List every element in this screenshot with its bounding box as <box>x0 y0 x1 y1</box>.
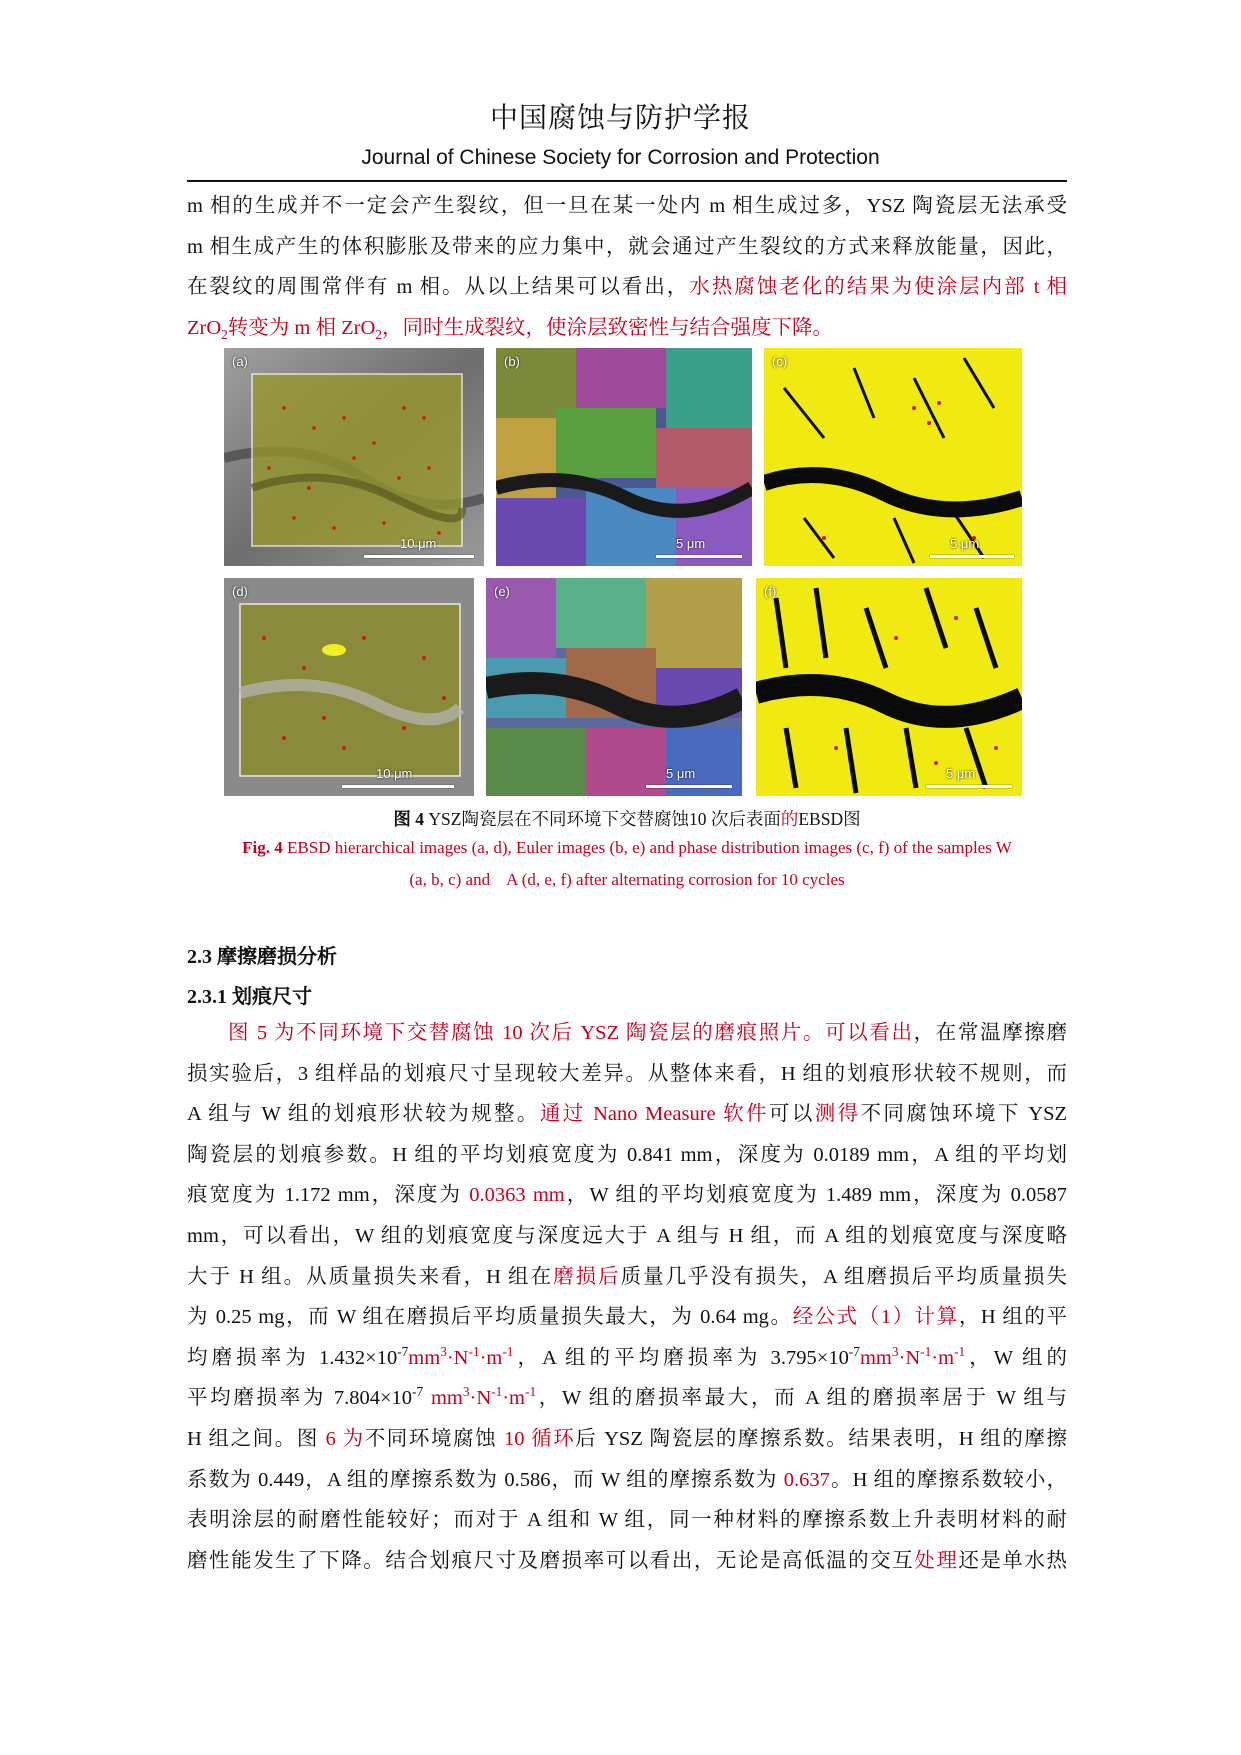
text-run: ，W 组的磨损率最大，而 A 组的磨损率居于 W 组与 <box>536 1387 1068 1410</box>
subscript: 2 <box>375 326 382 342</box>
unit-part: ·N <box>898 1346 921 1369</box>
unit-part: ·m <box>502 1387 526 1410</box>
paragraph-intro <box>187 186 1067 348</box>
unit <box>408 1343 514 1369</box>
paragraph-scratch-size <box>187 1013 1067 1581</box>
caption-text: EBSD hierarchical images (a, d), Euler images (b, e) and phase distribution images (c, f) of the samples W <box>282 838 1012 857</box>
text-run: ，在常温摩擦磨 <box>913 1022 1068 1044</box>
scale-bar <box>646 785 732 788</box>
highlighted-text: 6 为 <box>325 1427 365 1450</box>
text-run: 均磨损率为 1.432×10 <box>187 1346 398 1369</box>
header-divider <box>187 180 1067 182</box>
text-line <box>187 1338 1067 1379</box>
ebsd-panel-c <box>764 348 1022 566</box>
text-run: A 组与 W 组的划痕形状较为规整。 <box>187 1103 540 1126</box>
ebsd-panel-e <box>486 578 742 796</box>
text-line <box>187 1419 1067 1460</box>
text-run: 质量几乎没有损失，A 组磨损后平均质量损失 <box>620 1265 1067 1288</box>
highlighted-text: 磨损后 <box>553 1265 621 1288</box>
scale-label: 5 μm <box>950 536 980 551</box>
unit-part: ·N <box>446 1346 469 1369</box>
superscript: -1 <box>491 1384 503 1400</box>
highlighted-text: 水热腐蚀老化的结果为使涂层内部 t 相 <box>689 276 1067 299</box>
text-run: 不同腐蚀环境下 YSZ <box>860 1103 1068 1126</box>
unit-part: ·m <box>479 1346 503 1369</box>
figure-caption-cn <box>187 806 1067 831</box>
scale-label: 5 μm <box>666 766 696 781</box>
text-run: 在裂纹的周围常伴有 m 相。从以上结果可以看出， <box>187 276 690 299</box>
text-line <box>187 1297 1067 1338</box>
unit <box>430 1384 537 1410</box>
ebsd-panel-f <box>756 578 1022 796</box>
unit-part: mm <box>408 1346 441 1369</box>
text-line <box>187 1175 1067 1216</box>
micrograph-image <box>224 348 484 566</box>
text-run: 痕宽度为 1.172 mm，深度为 <box>187 1184 470 1207</box>
scale-bar <box>930 555 1014 558</box>
text-line <box>187 1094 1067 1135</box>
text-line: m 相的生成并不一定会产生裂纹，但一旦在某一处内 m 相生成过多，YSZ 陶瓷层无法承受 <box>187 195 1067 217</box>
text-run: 大于 H 组。从质量损失来看，H 组在 <box>187 1265 554 1288</box>
text-line: 陶瓷层的划痕参数。H 组的平均划痕宽度为 0.841 mm，深度为 0.0189 mm，A 组的平均划 <box>187 1143 1067 1166</box>
superscript: 3 <box>440 1343 447 1359</box>
panel-label: (a) <box>232 354 248 369</box>
phase-map-image <box>756 578 1022 796</box>
highlighted-text: 测得 <box>814 1103 861 1126</box>
text-run: 系数为 0.449，A 组的摩擦系数为 0.586，而 W 组的摩擦系数为 <box>187 1468 784 1491</box>
text-line: m 相生成产生的体积膨胀及带来的应力集中，就会通过产生裂纹的方式来释放能量，因此， <box>187 235 1067 258</box>
text-run: 为 0.25 mg，而 W 组在磨损后平均质量损失最大，为 0.64 mg。 <box>187 1306 793 1329</box>
section-heading <box>187 940 337 969</box>
highlighted-text: 经公式（1）计算 <box>792 1306 959 1329</box>
caption-text: YSZ陶瓷层在不同环境下交替腐蚀10 次后表面 <box>424 809 781 829</box>
unit-part: mm <box>859 1346 892 1369</box>
journal-title-cn: 中国腐蚀与防护学报 <box>489 101 751 134</box>
text-run: 平均磨损率为 7.804×10 <box>187 1387 413 1410</box>
highlighted-text: 10 循环 <box>503 1427 576 1450</box>
subsection-heading <box>187 980 312 1009</box>
ebsd-panel-b <box>496 348 752 566</box>
caption-text: EBSD图 <box>798 809 861 829</box>
text-run: 磨性能发生了下降。结合划痕尺寸及磨损率可以看出，无论是高低温的交互 <box>187 1549 915 1572</box>
figure-number: Fig. 4 <box>242 838 283 857</box>
panel-label: (f) <box>764 584 777 599</box>
unit-part: mm <box>430 1387 463 1410</box>
subsection-number: 2.3.1 <box>187 986 227 1008</box>
scale-label: 10 μm <box>376 766 413 781</box>
figure-caption-en <box>187 838 1067 858</box>
text-run: ，A 组的平均磨损率为 3.795×10 <box>513 1346 849 1369</box>
superscript: -1 <box>525 1384 537 1400</box>
highlighted-text: 0.0363 mm <box>469 1184 565 1207</box>
micrograph-image <box>224 578 474 796</box>
text-run: 还是单水热 <box>958 1549 1068 1572</box>
text-run: ，H 组的平 <box>958 1306 1067 1329</box>
section-number: 2.3 <box>187 946 212 968</box>
text-run: ，W 组的平均划痕宽度为 1.489 mm，深度为 0.0587 <box>564 1184 1067 1207</box>
text-run: 。H 组的摩擦系数较小， <box>829 1468 1067 1491</box>
ebsd-panel-a <box>224 348 484 566</box>
subsection-title: 划痕尺寸 <box>232 984 312 1008</box>
journal-title-en: Journal of Chinese Society for Corrosion and Protection <box>361 146 880 169</box>
scale-bar <box>364 555 474 558</box>
scale-bar <box>342 785 454 788</box>
euler-map-image <box>486 578 742 796</box>
text-run: ，W 组的 <box>965 1346 1068 1369</box>
text-run: 后 YSZ 陶瓷层的摩擦系数。结果表明，H 组的摩擦 <box>575 1427 1068 1450</box>
superscript: -7 <box>412 1384 424 1400</box>
text-run: 转变为 m 相 ZrO <box>227 316 376 339</box>
scale-label: 5 μm <box>676 536 706 551</box>
formula-zro2: ZrO <box>187 316 222 339</box>
highlighted-text: 图 5 为不同环境下交替腐蚀 10 次后 YSZ 陶瓷层的磨痕照片。可以看出 <box>228 1022 914 1044</box>
text-line <box>187 267 1067 308</box>
superscript: -1 <box>954 1343 966 1359</box>
text-run: 不同环境腐蚀 <box>364 1427 504 1450</box>
figure-caption-en-line2: (a, b, c) and A (d, e, f) after alternating corrosion for 10 cycles <box>409 870 845 889</box>
section-title: 摩擦磨损分析 <box>217 944 337 968</box>
text-line <box>187 1013 1067 1054</box>
superscript: 3 <box>891 1343 899 1359</box>
text-run: H 组之间。图 <box>187 1427 326 1450</box>
superscript: -1 <box>502 1343 514 1359</box>
text-run: 可以 <box>768 1103 815 1126</box>
ebsd-panel-d <box>224 578 474 796</box>
panel-label: (d) <box>232 584 248 599</box>
text-run: ，同时生成裂纹，使涂层致密性与结合强度下降。 <box>381 316 833 339</box>
panel-label: (c) <box>772 354 788 369</box>
superscript: 3 <box>462 1384 470 1400</box>
scale-bar <box>926 785 1012 788</box>
unit-part: ·N <box>469 1387 492 1410</box>
text-line: 损实验后，3 组样品的划痕尺寸呈现较大差异。从整体来看，H 组的划痕形状较不规则，而 <box>187 1062 1067 1085</box>
text-line <box>187 1378 1067 1419</box>
text-line <box>187 308 1067 349</box>
superscript: -7 <box>848 1343 860 1359</box>
scale-bar <box>656 555 742 558</box>
scale-label: 10 μm <box>400 536 437 551</box>
superscript: -1 <box>920 1343 932 1359</box>
highlighted-text: 通过 Nano Measure 软件 <box>539 1103 769 1126</box>
highlighted-text: 0.637 <box>783 1468 830 1491</box>
unit-part: ·m <box>931 1346 955 1369</box>
text-line <box>187 1541 1067 1582</box>
text-line: mm，可以看出，W 组的划痕宽度与深度远大于 A 组与 H 组，而 A 组的划痕宽度与深度略 <box>187 1224 1067 1247</box>
figure-number: 图 4 <box>393 809 425 829</box>
panel-label: (e) <box>494 584 510 599</box>
caption-highlight: 的 <box>780 809 799 829</box>
highlighted-text: 处理 <box>914 1549 959 1572</box>
scale-label: 5 μm <box>946 766 976 781</box>
phase-map-image <box>764 348 1022 566</box>
superscript: -1 <box>468 1343 480 1359</box>
text-line <box>187 1460 1067 1501</box>
euler-map-image <box>496 348 752 566</box>
panel-label: (b) <box>504 354 520 369</box>
text-line <box>187 1257 1067 1298</box>
superscript: -7 <box>397 1343 409 1359</box>
text-line: 表明涂层的耐磨性能较好；而对于 A 组和 W 组，同一种材料的摩擦系数上升表明材料的耐 <box>187 1509 1067 1532</box>
subscript: 2 <box>221 326 228 342</box>
unit <box>859 1343 966 1369</box>
